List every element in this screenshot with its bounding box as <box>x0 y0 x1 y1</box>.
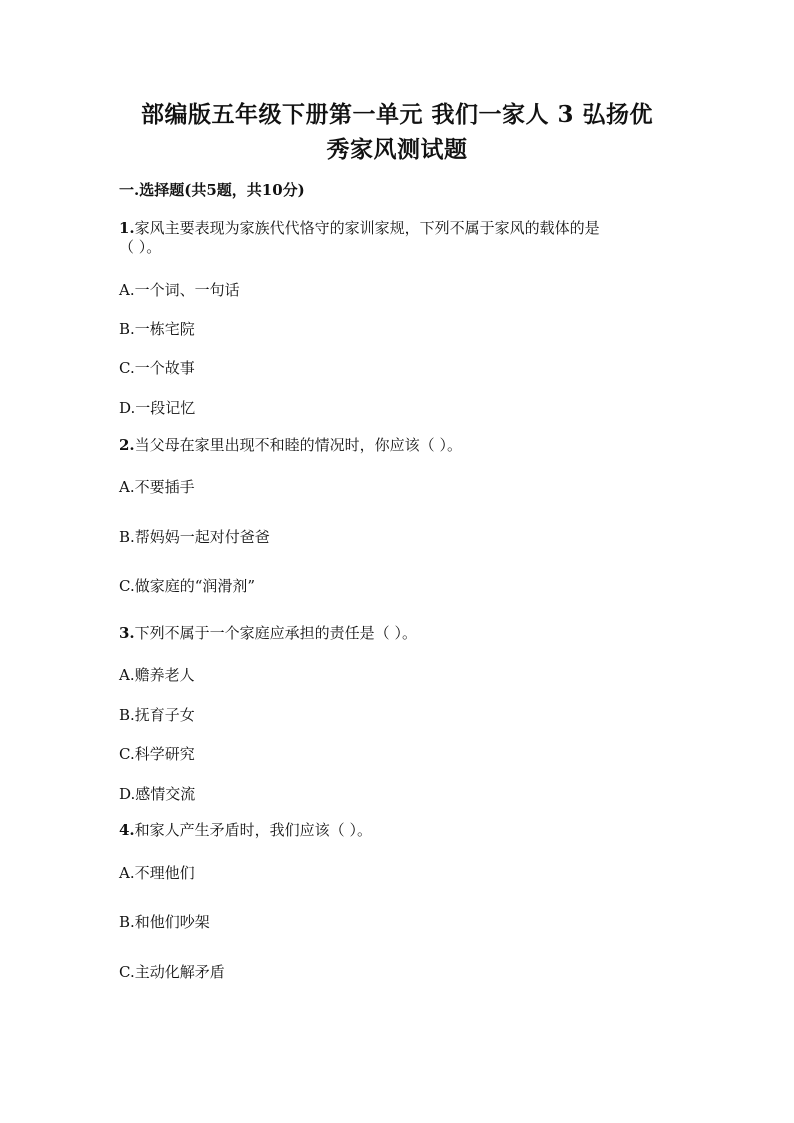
option-2a: A.不要插手 <box>119 478 195 496</box>
option-3d: D.感情交流 <box>119 785 196 803</box>
option-1a: A.一个词、一句话 <box>119 281 240 299</box>
question-text: 和家人产生矛盾时，我们应该（ ）。 <box>134 821 372 839</box>
option-2b: B.帮妈妈一起对付爸爸 <box>119 528 270 546</box>
option-4c: C.主动化解矛盾 <box>119 963 225 981</box>
section-heading: 一.选择题(共5题，共10分) <box>119 181 305 199</box>
option-3b: B.抚育子女 <box>119 706 195 724</box>
question-number: 1. <box>119 219 135 237</box>
question-3 <box>119 624 417 643</box>
option-1d: D.一段记忆 <box>119 399 196 417</box>
page-title-line-1: 部编版五年级下册第一单元 我们一家人 3 弘扬优 <box>140 101 654 128</box>
question-text: 下列不属于一个家庭应承担的责任是（ ）。 <box>134 624 417 642</box>
question-4 <box>119 821 372 840</box>
question-1 <box>119 219 600 257</box>
question-text-continued: （ ）。 <box>119 238 162 256</box>
option-1c: C.一个故事 <box>119 359 195 377</box>
question-2 <box>119 436 462 455</box>
option-3c: C.科学研究 <box>119 745 195 763</box>
option-4b: B.和他们吵架 <box>119 913 210 931</box>
question-number: 4. <box>119 821 135 839</box>
question-text: 当父母在家里出现不和睦的情况时，你应该（ ）。 <box>134 436 462 454</box>
question-number: 2. <box>119 436 135 454</box>
option-1b: B.一栋宅院 <box>119 320 195 338</box>
option-2c: C.做家庭的“润滑剂” <box>119 577 256 595</box>
page-title-line-2: 秀家风测试题 <box>326 136 468 163</box>
option-4a: A.不理他们 <box>119 864 195 882</box>
question-text: 家风主要表现为家族代代恪守的家训家规，下列不属于家风的载体的是 <box>134 219 600 237</box>
question-number: 3. <box>119 624 135 642</box>
option-3a: A.赡养老人 <box>119 666 195 684</box>
